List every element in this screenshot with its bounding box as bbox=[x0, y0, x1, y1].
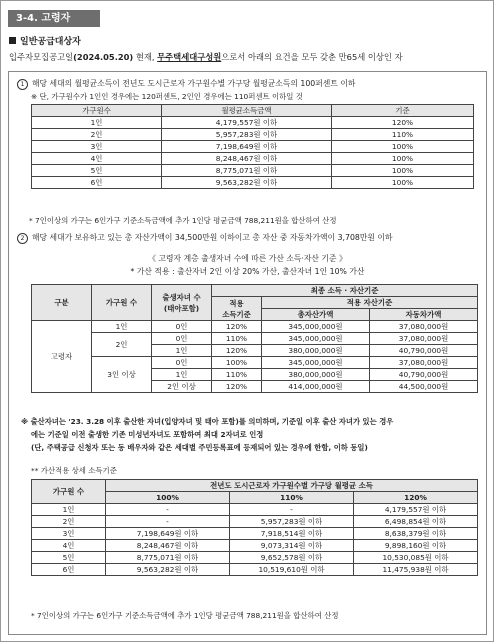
cell: 2인 bbox=[32, 129, 162, 141]
intro-part3: 으로서 아래의 요건을 모두 갖춘 만65세 이상인 자 bbox=[221, 52, 403, 62]
intro-text bbox=[9, 51, 403, 63]
cell: 1인 bbox=[92, 321, 152, 333]
table3-footnote: * 7인이상의 가구는 6인가구 기준소득금액에 추가 1인당 평균금액 788,211원을 합산하여 산정 bbox=[31, 611, 339, 620]
table2-subcaption: * 가산 적용 : 출산자녀 2인 이상 20% 가산, 출산자녀 1인 10% 가산 bbox=[130, 267, 365, 276]
table-header-row bbox=[32, 480, 478, 492]
cell: 100% bbox=[332, 141, 474, 153]
cell: 345,000,000원 bbox=[262, 321, 370, 333]
cell: 6인 bbox=[32, 177, 162, 189]
cell: 100% bbox=[332, 165, 474, 177]
cell: 10,530,085원 이하 bbox=[354, 552, 478, 564]
detail-income-table bbox=[31, 479, 478, 576]
cell: 120% bbox=[332, 117, 474, 129]
cell: 37,080,000원 bbox=[370, 321, 478, 333]
cell: 345,000,000원 bbox=[262, 333, 370, 345]
col-header: 총자산가액 bbox=[262, 309, 370, 321]
cell: 9,898,160원 이하 bbox=[354, 540, 478, 552]
cell: 380,000,000원 bbox=[262, 369, 370, 381]
cell: 11,475,938원 이하 bbox=[354, 564, 478, 576]
cell: 8,775,071원 이하 bbox=[106, 552, 230, 564]
item2 bbox=[17, 232, 393, 244]
note-line-3: (단, 주택공급 신청자 또는 동 배우자와 같은 세대별 주민등록표에 등재되어 있는 경우에 한함, 이하 동일) bbox=[31, 443, 368, 452]
table-row bbox=[32, 504, 478, 516]
col-header: 최종 소득 · 자산기준 bbox=[212, 285, 478, 297]
col-header: 가구원 수 bbox=[32, 480, 106, 504]
intro-underlined: 무주택세대구성원 bbox=[157, 52, 222, 62]
intro-part1: 입주자모집공고일 bbox=[9, 52, 74, 62]
table-row bbox=[32, 141, 474, 153]
table-row bbox=[32, 333, 478, 345]
cell: 9,563,282원 이하 bbox=[106, 564, 230, 576]
item1 bbox=[17, 78, 355, 90]
cell: 6,498,854원 이하 bbox=[354, 516, 478, 528]
table-row bbox=[32, 129, 474, 141]
col-header: 구분 bbox=[32, 285, 92, 321]
table-row bbox=[32, 552, 478, 564]
income-table bbox=[31, 104, 474, 189]
table-row bbox=[32, 564, 478, 576]
cell: 3인 이상 bbox=[92, 357, 152, 393]
cell: 7,198,649원 이하 bbox=[106, 528, 230, 540]
subtitle-text: 일반공급대상자 bbox=[20, 37, 81, 47]
cell: 100% bbox=[332, 177, 474, 189]
cell: 5,957,283원 이하 bbox=[162, 129, 332, 141]
table-row bbox=[32, 516, 478, 528]
cell: 3인 bbox=[32, 141, 162, 153]
cell: 40,790,000원 bbox=[370, 345, 478, 357]
cell: 414,000,000원 bbox=[262, 381, 370, 393]
cell: 7,918,514원 이하 bbox=[230, 528, 354, 540]
table-row bbox=[32, 528, 478, 540]
table-row bbox=[32, 321, 478, 333]
table-header-row bbox=[32, 105, 474, 117]
cell: 고령자 bbox=[32, 321, 92, 393]
cell: - bbox=[106, 516, 230, 528]
criteria-box bbox=[8, 71, 487, 635]
cell: 5,957,283원 이하 bbox=[230, 516, 354, 528]
cell: 37,080,000원 bbox=[370, 333, 478, 345]
cell: 2인 이상 bbox=[152, 381, 212, 393]
table-row bbox=[32, 357, 478, 369]
cell: 1인 bbox=[152, 369, 212, 381]
col-header: 가구원수 bbox=[32, 105, 162, 117]
cell: 120% bbox=[212, 321, 262, 333]
col-header: 110% bbox=[230, 492, 354, 504]
square-bullet-icon bbox=[9, 37, 16, 44]
cell: 1인 bbox=[32, 504, 106, 516]
cell: 9,073,314원 이하 bbox=[230, 540, 354, 552]
table-row bbox=[32, 117, 474, 129]
section-title: 3-4. 고령자 bbox=[8, 10, 100, 27]
cell: 9,652,578원 이하 bbox=[230, 552, 354, 564]
cell: 7,198,649원 이하 bbox=[162, 141, 332, 153]
cell: 8,775,071원 이하 bbox=[162, 165, 332, 177]
cell: 120% bbox=[212, 345, 262, 357]
cell: 0인 bbox=[152, 357, 212, 369]
table-row bbox=[32, 153, 474, 165]
cell: 0인 bbox=[152, 321, 212, 333]
asset-table bbox=[31, 284, 478, 393]
col-header: 적용 자산기준 bbox=[262, 297, 478, 309]
cell: 120% bbox=[212, 381, 262, 393]
cell: 380,000,000원 bbox=[262, 345, 370, 357]
table3-caption: ** 가산적용 상세 소득기준 bbox=[31, 466, 117, 475]
cell: 100% bbox=[332, 153, 474, 165]
table1-footnote: * 7인이상의 가구는 6인가구 기준소득금액에 추가 1인당 평균금액 788,211원을 합산하여 산정 bbox=[29, 216, 337, 225]
note-line-1: ※ 출산자녀는 '23. 3.28 이후 출산한 자녀(입양자녀 및 태아 포함)를 의미하며, 기준일 이후 출산 자녀가 있는 경우 bbox=[21, 417, 394, 426]
cell: 2인 bbox=[32, 516, 106, 528]
cell: 110% bbox=[212, 369, 262, 381]
cell: 5인 bbox=[32, 552, 106, 564]
table-row bbox=[32, 540, 478, 552]
cell: 4인 bbox=[32, 540, 106, 552]
col-header: 자동차가액 bbox=[370, 309, 478, 321]
table-header-row bbox=[32, 285, 478, 297]
cell: 3인 bbox=[32, 528, 106, 540]
item1-text: 해당 세대의 월평균소득이 전년도 도시근로자 가구원수별 가구당 월평균소득의 100퍼센트 이하 bbox=[32, 79, 356, 88]
cell: 44,500,000원 bbox=[370, 381, 478, 393]
intro-date: (2024.05.20) bbox=[73, 52, 134, 62]
note-line-2: 에는 기준일 이전 출생한 기존 미성년자녀도 포함하여 최대 2자녀로 인정 bbox=[31, 430, 264, 439]
cell: 1인 bbox=[32, 117, 162, 129]
item1-note: ※ 단, 가구원수가 1인인 경우에는 120퍼센트, 2인인 경우에는 110퍼센트 이하일 것 bbox=[31, 92, 303, 101]
cell: 8,248,467원 이하 bbox=[106, 540, 230, 552]
cell: 100% bbox=[212, 357, 262, 369]
circle-number-icon: 2 bbox=[17, 233, 28, 244]
col-header: 가구원 수 bbox=[92, 285, 152, 321]
cell: 9,563,282원 이하 bbox=[162, 177, 332, 189]
cell: 4,179,557원 이하 bbox=[162, 117, 332, 129]
cell: 2인 bbox=[92, 333, 152, 357]
cell: 345,000,000원 bbox=[262, 357, 370, 369]
cell: 110% bbox=[212, 333, 262, 345]
circle-number-icon: 1 bbox=[17, 79, 28, 90]
table2-caption: 《 고령자 계층 출생자녀 수에 따른 가산 소득·자산 기준 》 bbox=[148, 254, 347, 263]
col-header: 100% bbox=[106, 492, 230, 504]
col-header: 출생자녀 수 (태아포함) bbox=[152, 285, 212, 321]
cell: 0인 bbox=[152, 333, 212, 345]
cell: 37,080,000원 bbox=[370, 357, 478, 369]
cell: 6인 bbox=[32, 564, 106, 576]
intro-part2: 현재, bbox=[133, 52, 158, 62]
cell: 40,790,000원 bbox=[370, 369, 478, 381]
col-header: 전년도 도시근로자 가구원수별 가구당 월평균 소득 bbox=[106, 480, 478, 492]
cell: - bbox=[106, 504, 230, 516]
table-row bbox=[32, 177, 474, 189]
cell: 1인 bbox=[152, 345, 212, 357]
item2-text: 해당 세대가 보유하고 있는 총 자산가액이 34,500만원 이하이고 총 자산 중 자동차가액이 3,708만원 이하 bbox=[32, 233, 393, 242]
subtitle bbox=[9, 34, 81, 47]
table-row bbox=[32, 165, 474, 177]
col-header: 월평균소득금액 bbox=[162, 105, 332, 117]
cell: 110% bbox=[332, 129, 474, 141]
cell: 10,519,610원 이하 bbox=[230, 564, 354, 576]
cell: 8,638,379원 이하 bbox=[354, 528, 478, 540]
cell: 4,179,557원 이하 bbox=[354, 504, 478, 516]
cell: 8,248,467원 이하 bbox=[162, 153, 332, 165]
col-header: 120% bbox=[354, 492, 478, 504]
cell: 5인 bbox=[32, 165, 162, 177]
cell: 4인 bbox=[32, 153, 162, 165]
col-header: 기준 bbox=[332, 105, 474, 117]
col-header: 적용 소득기준 bbox=[212, 297, 262, 321]
cell: - bbox=[230, 504, 354, 516]
